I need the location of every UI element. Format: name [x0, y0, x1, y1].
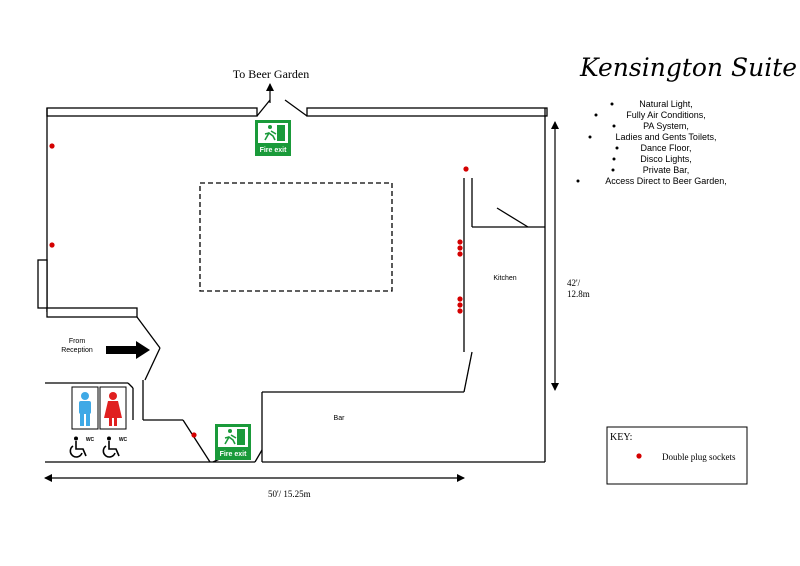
suite-title: Kensington Suite: [580, 53, 798, 82]
feature-item: Access Direct to Beer Garden,: [605, 176, 727, 186]
bar-label: Bar: [333, 415, 345, 422]
wc-label-left: WC: [85, 437, 95, 443]
key-socket-marker: [636, 453, 641, 458]
reception-arrow-icon: [106, 341, 150, 359]
feature-bullet: [616, 147, 619, 150]
fire-exit-text-bottom: Fire exit: [219, 451, 247, 458]
socket-marker: [191, 432, 196, 437]
fire-exit-sign-bottom: [215, 424, 251, 460]
feature-bullet: [589, 136, 592, 139]
socket-marker: [457, 308, 462, 313]
socket-marker: [49, 242, 54, 247]
reception-entrance: [61, 338, 150, 359]
feature-bullet: [577, 180, 580, 183]
socket-marker: [463, 166, 468, 171]
beer-garden-pointer: [233, 67, 309, 103]
height-dimension: [555, 122, 590, 390]
feature-bullet: [613, 158, 616, 161]
key-socket-label: Double plug sockets: [662, 452, 736, 462]
feature-item: Natural Light,: [639, 99, 693, 109]
socket-marker: [49, 143, 54, 148]
socket-marker: [457, 245, 462, 250]
fire-exit-text-top: Fire exit: [259, 147, 287, 154]
toilets-block: [70, 387, 127, 457]
socket-marker: [457, 239, 462, 244]
feature-item: Ladies and Gents Toilets,: [615, 132, 717, 142]
features-list: [577, 99, 727, 186]
feature-bullet: [613, 125, 616, 128]
dance-floor: [200, 183, 392, 291]
wheelchair-icon: [70, 437, 86, 457]
key-box: [607, 427, 747, 484]
fire-exit-sign-top: [255, 120, 291, 156]
height-label-line1: 42'/: [567, 278, 581, 288]
feature-bullet: [595, 114, 598, 117]
feature-bullet: [611, 103, 614, 106]
feature-item: PA System,: [643, 121, 689, 131]
height-label-line2: 12.8m: [567, 289, 590, 299]
from-reception-line1: From: [68, 338, 86, 345]
wc-label-right: WC: [118, 437, 128, 443]
wheelchair-icon: [103, 437, 119, 457]
from-reception-line2: Reception: [61, 347, 93, 354]
width-dimension: [45, 478, 464, 499]
socket-marker: [457, 296, 462, 301]
feature-bullet: [612, 169, 615, 172]
kitchen-label: Kitchen: [493, 275, 517, 282]
beer-garden-label: To Beer Garden: [232, 67, 310, 81]
width-label: 50'/ 15.25m: [268, 489, 311, 499]
feature-item: Private Bar,: [642, 165, 690, 175]
feature-item: Disco Lights,: [640, 154, 692, 164]
feature-item: Dance Floor,: [640, 143, 692, 153]
key-heading: KEY:: [610, 432, 633, 443]
socket-marker: [457, 302, 462, 307]
socket-marker: [457, 251, 462, 256]
feature-item: Fully Air Conditions,: [626, 110, 706, 120]
